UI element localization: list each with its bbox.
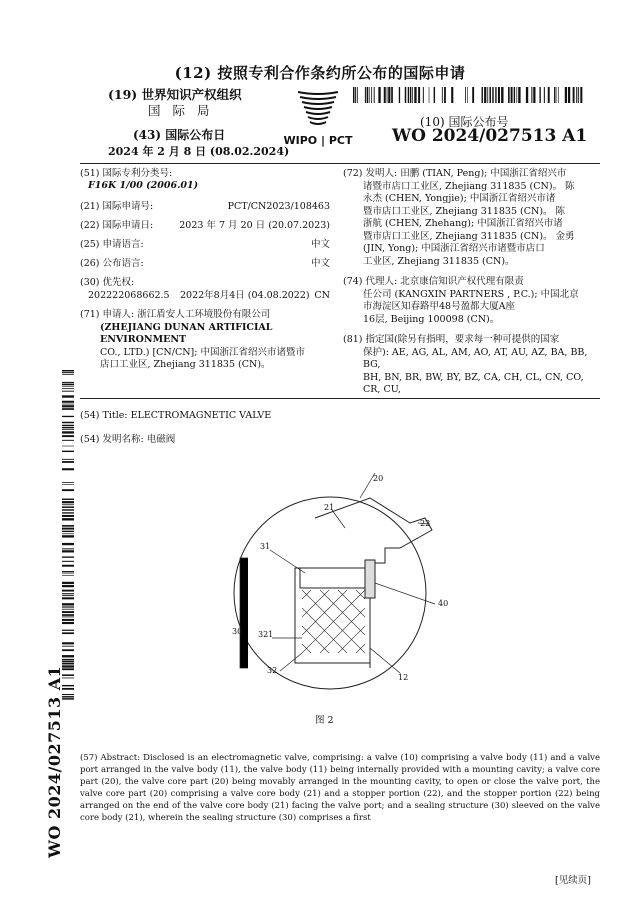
barcode-bar <box>388 87 390 103</box>
left-bibliographic-column <box>80 168 330 368</box>
document-kind-heading: (12) 按照专利合作条约所公布的国际申请 <box>174 64 466 82</box>
priority-label: (30) 优先权: <box>80 277 135 288</box>
barcode-bar <box>429 87 430 103</box>
barcode-bar <box>508 87 510 103</box>
barcode-top <box>353 87 583 103</box>
barcode-bar <box>62 611 74 613</box>
barcode-bar <box>408 87 409 103</box>
barcode-bar <box>62 489 74 491</box>
barcode-bar <box>514 87 515 103</box>
barcode-bar <box>62 603 74 605</box>
barcode-bar <box>410 87 411 103</box>
label-321: 321 <box>258 630 274 639</box>
agent-line: (74) 代理人: 北京康信知识产权代理有限责 <box>343 276 524 287</box>
barcode-bar <box>62 622 74 624</box>
barcode-bar <box>62 550 74 552</box>
barcode-bar <box>62 609 74 610</box>
barcode-bar <box>62 384 74 386</box>
inventor-line: 暨市店口工业区, Zhejiang 311835 (CN)。 金勇 <box>363 230 575 242</box>
inventor-line: (72) 发明人: 田鹏 (TIAN, Peng); 中国浙江省绍兴市 <box>343 168 567 179</box>
wipo-logo-text: WIPO | PCT <box>283 134 353 147</box>
ipc-label: (51) 国际专利分类号: <box>80 168 173 179</box>
barcode-bar <box>62 632 74 634</box>
barcode-bar <box>399 87 400 103</box>
barcode-bar <box>484 87 486 103</box>
detail-circle <box>234 497 426 689</box>
barcode-bar <box>62 404 74 405</box>
applicant-line: 店口工业区, Zhejiang 311835 (CN)。 <box>100 359 271 370</box>
publication-language: 中文 <box>310 258 330 269</box>
barcode-bar <box>558 87 559 103</box>
barcode-bar <box>62 595 74 596</box>
barcode-bar <box>62 616 74 617</box>
barcode-bar <box>62 482 74 483</box>
barcode-bar <box>62 630 74 631</box>
publication-date: 2024 年 2 月 8 日 (08.02.2024) <box>108 145 290 158</box>
inventor-line: 工业区, Zhejiang 311835 (CN)。 <box>363 255 515 267</box>
barcode-bar <box>357 87 358 103</box>
barcode-bar <box>444 87 446 103</box>
barcode-bar <box>62 531 74 532</box>
inventor-line: 暨市店口工业区, Zhejiang 311835 (CN)。 陈 <box>363 205 566 217</box>
barcode-bar <box>62 422 74 423</box>
barcode-bar <box>384 87 386 103</box>
barcode-bar <box>62 565 74 567</box>
label-32: 32 <box>267 666 278 675</box>
barcode-bar <box>62 501 74 503</box>
barcode-bar <box>501 87 503 103</box>
label-21: 21 <box>324 503 335 512</box>
figure-caption: 图 2 <box>315 715 334 726</box>
barcode-bar <box>62 646 74 647</box>
side-publication-number: WO 2024/027513 A1 <box>45 665 64 858</box>
barcode-bar <box>62 416 74 417</box>
barcode-bar <box>495 87 496 103</box>
ipc-value: F16K 1/00 (2006.01) <box>88 180 199 191</box>
barcode-bar <box>62 571 74 572</box>
barcode-bar <box>62 573 74 574</box>
barcode-bar <box>487 87 488 103</box>
application-number: PCT/CN2023/108463 <box>227 201 330 212</box>
publication-number: WO 2024/027513 A1 <box>392 126 588 146</box>
barcode-bar <box>544 87 545 103</box>
priority-country: CN <box>314 290 330 301</box>
barcode-bar <box>62 370 74 371</box>
inventor-line: 浙航 (CHEN, Zhehang); 中国浙江省绍兴市诸 <box>363 218 563 229</box>
filing-date-label: (22) 国际申请日: <box>80 220 154 231</box>
stopper-part <box>365 560 375 598</box>
barcode-bar <box>367 87 369 103</box>
barcode-bar <box>62 533 74 534</box>
barcode-bar <box>62 556 74 557</box>
barcode-bar <box>62 459 74 460</box>
barcode-bar <box>412 87 413 103</box>
barcode-bar <box>418 87 420 103</box>
barcode-bar <box>423 87 424 103</box>
barcode-bar <box>465 87 466 103</box>
barcode-bar <box>62 484 74 485</box>
inventor-block <box>343 168 603 268</box>
barcode-bar <box>62 509 74 510</box>
barcode-bar <box>62 642 74 644</box>
barcode-bar <box>472 87 474 103</box>
barcode-bar <box>548 87 550 103</box>
barcode-bar <box>405 87 406 103</box>
barcode-bar <box>62 661 74 662</box>
publication-language-label: (26) 公布语言: <box>80 258 144 269</box>
barcode-bar <box>374 87 375 103</box>
label-22: 22 <box>420 519 431 528</box>
barcode-bar <box>62 515 74 517</box>
barcode-bar <box>62 386 74 387</box>
barcode-bar <box>62 499 74 500</box>
label-12: 12 <box>398 673 409 682</box>
agent-block <box>343 276 603 326</box>
barcode-bar <box>556 87 557 103</box>
barcode-bar <box>533 87 535 103</box>
designated-states-block <box>343 334 603 397</box>
barcode-bar <box>62 606 74 607</box>
barcode-bar <box>62 446 74 447</box>
barcode-bar <box>62 468 74 470</box>
barcode-bar <box>482 87 483 103</box>
barcode-bar <box>62 382 74 383</box>
header-divider <box>80 163 600 164</box>
barcode-bar <box>62 663 74 665</box>
barcode-bar <box>511 87 513 103</box>
inventor-line: 永杰 (CHEN, Yongjie); 中国浙江省绍兴市诸 <box>363 193 556 204</box>
barcode-bar <box>387 87 388 103</box>
barcode-bar <box>62 435 74 437</box>
barcode-bar <box>554 87 555 103</box>
barcode-bar <box>442 87 443 103</box>
applicant-block <box>80 309 330 372</box>
filing-language-label: (25) 申请语言: <box>80 239 144 250</box>
barcode-bar <box>516 87 517 103</box>
right-bibliographic-column <box>343 168 603 397</box>
barcode-bar <box>62 525 74 527</box>
barcode-bar <box>414 87 416 103</box>
application-number-label: (21) 国际申请号: <box>80 201 154 212</box>
barcode-bar <box>391 87 393 103</box>
barcode-bar <box>492 87 493 103</box>
applicant-line: (71) 申请人: 浙江盾安人工环境股份有限公司 <box>80 309 271 320</box>
applicant-line: CO., LTD.) [CN/CN]; 中国浙江省绍兴市诸暨市 <box>100 346 305 358</box>
barcode-bar <box>62 388 74 389</box>
barcode-bar <box>371 87 372 103</box>
barcode-bar <box>62 374 74 375</box>
barcode-bar <box>62 451 74 452</box>
barcode-bar <box>62 597 74 599</box>
designated-states-line: (81) 指定国(除另有指明，要求每一种可提供的国家 <box>343 334 560 345</box>
barcode-bar <box>62 575 74 576</box>
barcode-bar <box>62 440 74 441</box>
barcode-bar <box>565 87 567 103</box>
barcode-bar <box>580 87 582 103</box>
applicant-line: (ZHEJIANG DUNAN ARTIFICIAL ENVIRONMENT <box>100 321 273 345</box>
barcode-bar <box>62 431 74 433</box>
barcode-bar <box>62 391 74 392</box>
organization-bureau: 国 际 局 <box>148 103 214 118</box>
label-20: 20 <box>373 474 384 483</box>
barcode-bar <box>578 87 579 103</box>
title-chinese: (54) 发明名称: 电磁阀 <box>80 434 176 445</box>
organization-name: (19) 世界知识产权组织 <box>108 87 242 102</box>
barcode-bar <box>539 87 540 103</box>
barcode-bar <box>62 535 74 537</box>
barcode-bar <box>62 506 74 507</box>
section-divider <box>80 398 600 399</box>
agent-line: 任公司 (KANGXIN PARTNERS , P.C.); 中国北京 <box>363 288 579 300</box>
barcode-bar <box>353 87 354 103</box>
barcode-bar <box>62 619 74 621</box>
barcode-bar <box>62 528 74 530</box>
barcode-bar <box>62 401 74 403</box>
abstract-text: (57) Abstract: Disclosed is an electromagnetic valve, comprising: a valve (10) comprising a valve body (11) and a valve port arranged in the valve body (11), the valve body (11) being internally provided with a mounting cavity; a valve core part (20), the valve core part (20) being movably arranged in the mounting cavity, to open or close the valve port, the valve core part (20) comprising a valve core body (21) and a stopper portion (22), and the stopper portion (22) being arranged on the end of the valve core body (21) facing the valve port; and a sealing structure (30) sleeved on the valve core body (21), wherein the sealing structure (30) comprises a first <box>80 753 600 823</box>
barcode-bar <box>62 395 74 397</box>
barcode-bar <box>378 87 380 103</box>
barcode-bar <box>451 87 453 103</box>
publication-date-label: (43) 国际公布日 <box>133 128 226 142</box>
barcode-bar <box>498 87 500 103</box>
publication-number-label: (10) 国际公布号 <box>420 115 509 129</box>
barcode-bar <box>62 512 74 513</box>
filing-language: 中文 <box>310 239 330 250</box>
barcode-bar <box>62 649 74 651</box>
barcode-bar <box>365 87 366 103</box>
barcode-bar <box>518 87 520 103</box>
priority-number: 202222068662.5 <box>88 290 170 301</box>
barcode-bar <box>489 87 490 103</box>
barcode-bar <box>62 461 74 463</box>
barcode-bar <box>576 87 577 103</box>
barcode-bar <box>62 659 74 661</box>
barcode-bar <box>62 561 74 562</box>
barcode-bar <box>467 87 468 103</box>
barcode-bar <box>62 590 74 592</box>
barcode-bar <box>62 655 74 657</box>
barcode-bar <box>62 504 74 505</box>
barcode-bar <box>62 645 74 646</box>
barcode-bar <box>62 543 74 545</box>
barcode-bar <box>369 87 370 103</box>
barcode-side <box>62 370 74 700</box>
title-english: (54) Title: ELECTROMAGNETIC VALVE <box>80 410 272 421</box>
barcode-bar <box>62 585 74 587</box>
barcode-bar <box>568 87 570 103</box>
barcode-bar <box>62 405 74 407</box>
barcode-bar <box>62 427 74 428</box>
barcode-bar <box>573 87 575 103</box>
agent-line: 市海淀区知春路甲48号盈都大厦A座 <box>363 301 515 312</box>
agent-line: 16层, Beijing 100098 (CN)。 <box>363 313 500 325</box>
barcode-bar <box>62 408 74 410</box>
label-40: 40 <box>438 599 449 608</box>
inventor-line: 诸暨市店口工业区, Zhejiang 311835 (CN)。 陈 <box>363 180 575 192</box>
barcode-bar <box>526 87 528 103</box>
barcode-bar <box>62 614 74 616</box>
designated-states-line: BH, BN, BR, BW, BY, BZ, CA, CH, CL, CN, CO, CR, CU, <box>363 371 584 395</box>
barcode-bar <box>355 87 356 103</box>
barcode-bar <box>62 593 74 594</box>
barcode-bar <box>62 582 74 584</box>
filing-date: 2023 年 7 月 20 日 (20.07.2023) <box>179 220 330 231</box>
barcode-bar <box>62 518 74 520</box>
barcode-bar <box>62 425 74 426</box>
barcode-bar <box>62 429 74 430</box>
designated-states-line: 保护): AE, AG, AL, AM, AO, AT, AU, AZ, BA, BB, BG, <box>363 346 588 370</box>
label-31: 31 <box>260 542 271 551</box>
barcode-bar <box>62 548 74 549</box>
barcode-bar <box>62 372 74 373</box>
label-30: 30 <box>232 627 243 636</box>
continued-marker: [见续页] <box>555 875 591 886</box>
barcode-bar <box>434 87 435 103</box>
barcode-bar <box>531 87 532 103</box>
priority-date: 2022年8月4日 (04.08.2022) <box>180 290 310 301</box>
inventor-line: (JIN, Yong); 中国浙江省绍兴市诸暨市店口 <box>363 243 545 254</box>
valve-figure <box>220 468 460 698</box>
